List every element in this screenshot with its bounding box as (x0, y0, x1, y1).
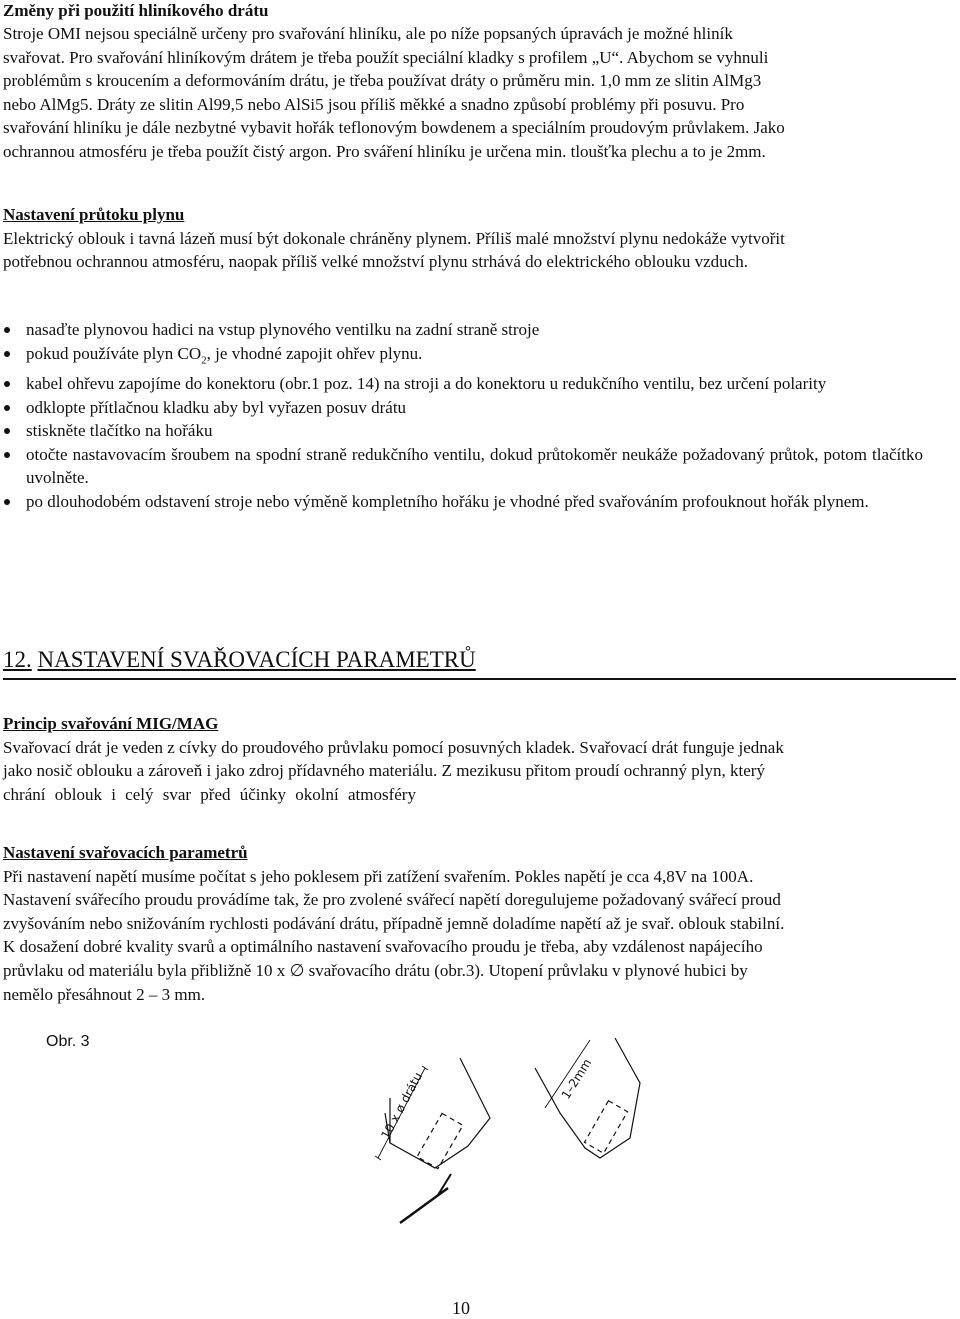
text-line: svařovat. Pro svařování hliníkovým drátem je třeba použít speciální kladky s profilem „U“. Abychom se vyhnuli (3, 47, 769, 67)
chapter-title: NASTAVENÍ SVAŘOVACÍCH PARAMETRŮ (37, 647, 476, 672)
list-item: odklopte přítlačnou kladku aby byl vyřazen posuv drátu (3, 396, 923, 420)
list-item: po dlouhodobém odstavení stroje nebo výměně kompletního hořáku je vhodné před svařováním profouknout hořák plynem. (3, 490, 923, 514)
page-number: 10 (452, 1298, 470, 1318)
text-line: Nastavení svářecího proudu provádíme tak, že pro zvolené svářecí napětí doregulujeme požadovaný svářecí proud (3, 890, 781, 909)
section-title: Nastavení průtoku plynu (3, 205, 185, 224)
text-line: chrání oblouk i celý svar před účinky okolní atmosféry (3, 784, 416, 804)
section-title: Změny při použití hliníkového drátu (3, 1, 269, 20)
text-line: potřebnou ochrannou atmosféru, naopak příliš velké množství plynu strhává do elektrického oblouku vzduch. (3, 252, 748, 271)
text-line: nebo AlMg5. Dráty ze slitin Al99,5 nebo AlSi5 jsou příliš měkké a snadno způsobí problémy při posuvu. Pro (3, 94, 745, 114)
text-line: průvlaku od materiálu byla přibližně 10 x ∅ svařovacího drátu (obr.3). Utopení průvlaku v plynové hubici by (3, 960, 748, 981)
left-contact-tip (417, 1113, 463, 1168)
section-title: Princip svařování MIG/MAG (3, 714, 219, 733)
text-line: jako nosič oblouku a zároveň i jako zdroj přídavného materiálu. Z mezikusu přitom proudí ochranný plyn, který (3, 761, 765, 780)
workpiece-line (400, 1188, 448, 1223)
chapter-number: 12. (3, 647, 32, 672)
list-item: nasaďte plynovou hadici na vstup plynového ventilku na zadní straně stroje (3, 318, 923, 342)
section-gas-flow (3, 203, 955, 274)
dim-left-label: 10 x ø drátu (378, 1070, 426, 1142)
list-item: kabel ohřevu zapojíme do konektoru (obr.1 poz. 14) na stroji a do konektoru u redukčního ventilu, bez určení polarity (3, 372, 923, 396)
chapter-heading (3, 645, 956, 680)
right-nozzle (535, 1038, 640, 1158)
section-welding-parameters (3, 841, 933, 1007)
text-line: problémům s kroucením a deformováním drátu, je třeba používat dráty o průměru min. 1,0 mm ze slitin AlMg3 (3, 71, 762, 90)
gas-flow-steps (3, 318, 923, 513)
text-line: Elektrický oblouk i tavná lázeň musí být dokonale chráněny plynem. Příliš malé množství plynu nedokáže vytvořit (3, 228, 785, 248)
text-line: ochrannou atmosféru je třeba použít čistý argon. Pro sváření hliníku je určena min. tloušťka plechu a to je 2mm. (3, 141, 766, 161)
section-title: Nastavení svařovacích parametrů (3, 843, 248, 862)
text-line: Při nastavení napětí musíme počítat s jeho poklesem při zatížení svařením. Pokles napětí je cca 4,8V na 100A. (3, 866, 754, 886)
section-mig-mag-principle (3, 712, 933, 806)
figure-nozzle-diagram (330, 1028, 650, 1228)
text-line: svařování hliníku je dále nezbytné vybavit hořák teflonovým bowdenem a speciálním proudovým průvlakem. Jako (3, 118, 785, 137)
text-line: Stroje OMI nejsou speciálně určeny pro svařování hliníku, ale po níže popsaných úpravách je možné hliník (3, 24, 733, 43)
text-line: Svařovací drát je veden z cívky do proudového průvlaku pomocí posuvných kladek. Svařovací drát funguje jednak (3, 737, 784, 757)
list-item: pokud používáte plyn $CO_2$, je vhodné zapojit ohřev plynu. (3, 342, 923, 373)
text-line: K dosažení dobré kvality svarů a optimálního nastavení svařovacího proudu je třeba, aby vzdálenost napájecího (3, 937, 763, 956)
text-line: zvyšováním nebo snižováním rychlosti podávání drátu, případně jemně doladíme napětí až je svař. oblouk stabilní. (3, 913, 785, 933)
text-line: nemělo přesáhnout 2 – 3 mm. (3, 985, 206, 1004)
list-item: otočte nastavovacím šroubem na spodní straně redukčního ventilu, dokud průtokoměr neukáže požadovaný průtok, potom tlačítko uvolněte. (3, 443, 923, 490)
dim-right-label: 1–2mm (558, 1056, 595, 1102)
list-item: stiskněte tlačítko na hořáku (3, 419, 923, 443)
diameter-symbol: ∅ (289, 960, 305, 981)
section-aluminium-wire (3, 0, 955, 163)
right-contact-tip (584, 1101, 627, 1154)
figure-label: Obr. 3 (46, 1033, 90, 1050)
